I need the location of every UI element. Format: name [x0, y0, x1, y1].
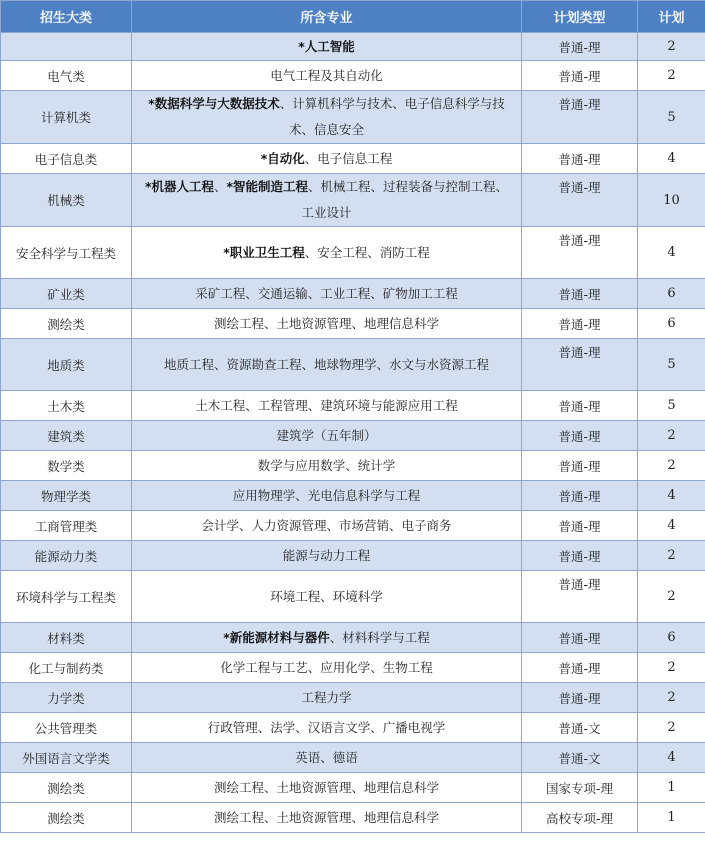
row-plan-type: 普通-理 — [522, 227, 638, 279]
row-plan-type: 普通-理 — [522, 683, 638, 713]
major-text: 测绘工程、土地资源管理、地理信息科学 — [213, 315, 439, 331]
row-category: 建筑类 — [1, 421, 132, 451]
major-text: 应用物理学、光电信息科学与工程 — [232, 487, 421, 503]
row-majors — [132, 144, 522, 174]
row-majors — [132, 773, 522, 803]
major-text: 建筑学（五年制） — [276, 427, 377, 443]
row-category: 物理学类 — [1, 481, 132, 511]
header-plan: 计划 — [638, 1, 705, 33]
major-text: 测绘工程、土地资源管理、地理信息科学 — [213, 809, 439, 825]
row-majors — [132, 227, 522, 279]
major-text: 、安全工程、消防工程 — [304, 244, 430, 260]
major-highlight: *人工智能 — [298, 38, 355, 54]
row-category: 计算机类 — [1, 91, 132, 144]
row-category: 测绘类 — [1, 309, 132, 339]
major-highlight: *数据科学与大数据技术 — [148, 96, 280, 111]
major-highlight: *机器人工程 — [144, 179, 214, 194]
row-plan-count: 2 — [638, 451, 705, 481]
row-plan-count: 2 — [638, 61, 705, 91]
row-majors — [132, 481, 522, 511]
table-row — [1, 421, 705, 451]
header-row — [1, 1, 705, 33]
row-majors — [132, 623, 522, 653]
row-plan-count: 2 — [638, 33, 705, 61]
row-category: 数学类 — [1, 451, 132, 481]
row-plan-count: 4 — [638, 743, 705, 773]
row-plan-count: 5 — [638, 91, 705, 144]
major-text: 会计学、人力资源管理、市场营销、电子商务 — [201, 517, 452, 533]
row-majors — [132, 61, 522, 91]
row-plan-type: 普通-理 — [522, 339, 638, 391]
row-plan-count: 5 — [638, 391, 705, 421]
major-text: 行政管理、法学、汉语言文学、广播电视学 — [207, 719, 446, 735]
row-plan-type: 普通-理 — [522, 144, 638, 174]
row-majors — [132, 653, 522, 683]
table-row — [1, 481, 705, 511]
row-category: 矿业类 — [1, 279, 132, 309]
row-plan-type: 普通-理 — [522, 33, 638, 61]
row-category: 电气类 — [1, 61, 132, 91]
row-category: 工商管理类 — [1, 511, 132, 541]
row-majors — [132, 743, 522, 773]
row-plan-type: 普通-理 — [522, 174, 638, 227]
major-highlight: *新能源材料与器件 — [223, 629, 330, 645]
row-plan-count: 6 — [638, 623, 705, 653]
row-majors — [132, 33, 522, 61]
row-majors — [132, 713, 522, 743]
row-plan-count: 4 — [638, 511, 705, 541]
row-plan-count: 2 — [638, 541, 705, 571]
row-category: 公共管理类 — [1, 713, 132, 743]
row-plan-type: 普通-理 — [522, 541, 638, 571]
table-body — [1, 33, 705, 833]
row-plan-count: 6 — [638, 279, 705, 309]
major-text: 地质工程、资源勘查工程、地球物理学、水文与水资源工程 — [163, 356, 489, 372]
row-plan-count: 1 — [638, 803, 705, 833]
row-majors — [132, 174, 522, 227]
major-text: 测绘工程、土地资源管理、地理信息科学 — [213, 779, 439, 795]
row-plan-type: 高校专项-理 — [522, 803, 638, 833]
row-majors — [132, 391, 522, 421]
table-row — [1, 773, 705, 803]
row-plan-type: 普通-理 — [522, 61, 638, 91]
row-plan-type: 普通-理 — [522, 653, 638, 683]
row-category: 安全科学与工程类 — [1, 227, 132, 279]
row-plan-type: 普通-理 — [522, 451, 638, 481]
row-plan-type: 普通-理 — [522, 623, 638, 653]
major-text: 采矿工程、交通运输、工业工程、矿物加工工程 — [195, 285, 458, 301]
table-row — [1, 803, 705, 833]
table-row — [1, 683, 705, 713]
row-plan-type: 普通-理 — [522, 391, 638, 421]
table-row — [1, 227, 705, 279]
row-plan-count: 2 — [638, 653, 705, 683]
row-plan-count: 2 — [638, 713, 705, 743]
row-plan-type: 普通-理 — [522, 421, 638, 451]
major-text: 工程力学 — [301, 689, 352, 705]
major-text: 能源与动力工程 — [282, 547, 371, 563]
table-row — [1, 91, 705, 144]
row-category: 化工与制药类 — [1, 653, 132, 683]
table-row — [1, 653, 705, 683]
row-plan-count: 4 — [638, 227, 705, 279]
row-plan-count: 4 — [638, 144, 705, 174]
row-plan-count: 5 — [638, 339, 705, 391]
row-majors — [132, 279, 522, 309]
row-category: 测绘类 — [1, 773, 132, 803]
row-plan-type: 普通-理 — [522, 571, 638, 623]
row-plan-type: 普通-理 — [522, 481, 638, 511]
major-text: 、 — [213, 179, 227, 194]
row-category: 材料类 — [1, 623, 132, 653]
major-text: 、电子信息工程 — [304, 150, 393, 166]
row-majors — [132, 421, 522, 451]
row-majors — [132, 571, 522, 623]
row-majors — [132, 683, 522, 713]
row-plan-count: 10 — [638, 174, 705, 227]
table-row — [1, 451, 705, 481]
row-majors — [132, 451, 522, 481]
major-text: 土木工程、工程管理、建筑环境与能源应用工程 — [195, 397, 458, 413]
row-plan-count: 4 — [638, 481, 705, 511]
row-category: 土木类 — [1, 391, 132, 421]
table-row — [1, 144, 705, 174]
row-plan-type: 普通-理 — [522, 91, 638, 144]
row-plan-count: 1 — [638, 773, 705, 803]
table-row — [1, 391, 705, 421]
table-row — [1, 33, 705, 61]
row-plan-type: 普通-理 — [522, 511, 638, 541]
table-row — [1, 571, 705, 623]
row-plan-count: 2 — [638, 683, 705, 713]
table-row — [1, 541, 705, 571]
row-category — [1, 33, 132, 61]
table-row — [1, 279, 705, 309]
table-row — [1, 309, 705, 339]
table-row — [1, 743, 705, 773]
major-highlight: *职业卫生工程 — [223, 244, 305, 260]
table-row — [1, 174, 705, 227]
row-majors — [132, 309, 522, 339]
header-majors: 所含专业 — [132, 1, 522, 33]
table-row — [1, 713, 705, 743]
row-plan-type: 普通-理 — [522, 279, 638, 309]
row-plan-count: 2 — [638, 571, 705, 623]
row-plan-count: 6 — [638, 309, 705, 339]
major-highlight: *自动化 — [260, 150, 305, 166]
major-text: 数学与应用数学、统计学 — [257, 457, 396, 473]
row-plan-type: 国家专项-理 — [522, 773, 638, 803]
table-row — [1, 511, 705, 541]
row-category: 力学类 — [1, 683, 132, 713]
major-text: 电气工程及其自动化 — [270, 67, 383, 83]
major-text: 英语、德语 — [295, 749, 358, 765]
major-text: 化学工程与工艺、应用化学、生物工程 — [220, 659, 433, 675]
table-row — [1, 623, 705, 653]
header-category: 招生大类 — [1, 1, 132, 33]
row-category: 外国语言文学类 — [1, 743, 132, 773]
row-majors — [132, 339, 522, 391]
major-text: 、计算机科学与技术、电子信息科学与技术、信息安全 — [279, 96, 505, 137]
row-category: 环境科学与工程类 — [1, 571, 132, 623]
row-category: 测绘类 — [1, 803, 132, 833]
row-plan-type: 普通-文 — [522, 713, 638, 743]
row-majors — [132, 91, 522, 144]
major-text: 环境工程、环境科学 — [270, 588, 383, 604]
row-category: 电子信息类 — [1, 144, 132, 174]
table-row — [1, 339, 705, 391]
row-plan-count: 2 — [638, 421, 705, 451]
table-row — [1, 61, 705, 91]
header-plan-type: 计划类型 — [522, 1, 638, 33]
row-plan-type: 普通-文 — [522, 743, 638, 773]
major-text: 、机械工程、过程装备与控制工程、工业设计 — [301, 179, 509, 220]
row-majors — [132, 803, 522, 833]
major-text: 、材料科学与工程 — [329, 629, 430, 645]
row-majors — [132, 511, 522, 541]
row-category: 能源动力类 — [1, 541, 132, 571]
row-category: 地质类 — [1, 339, 132, 391]
row-majors — [132, 541, 522, 571]
row-plan-type: 普通-理 — [522, 309, 638, 339]
major-highlight: *智能制造工程 — [226, 179, 309, 194]
row-category: 机械类 — [1, 174, 132, 227]
